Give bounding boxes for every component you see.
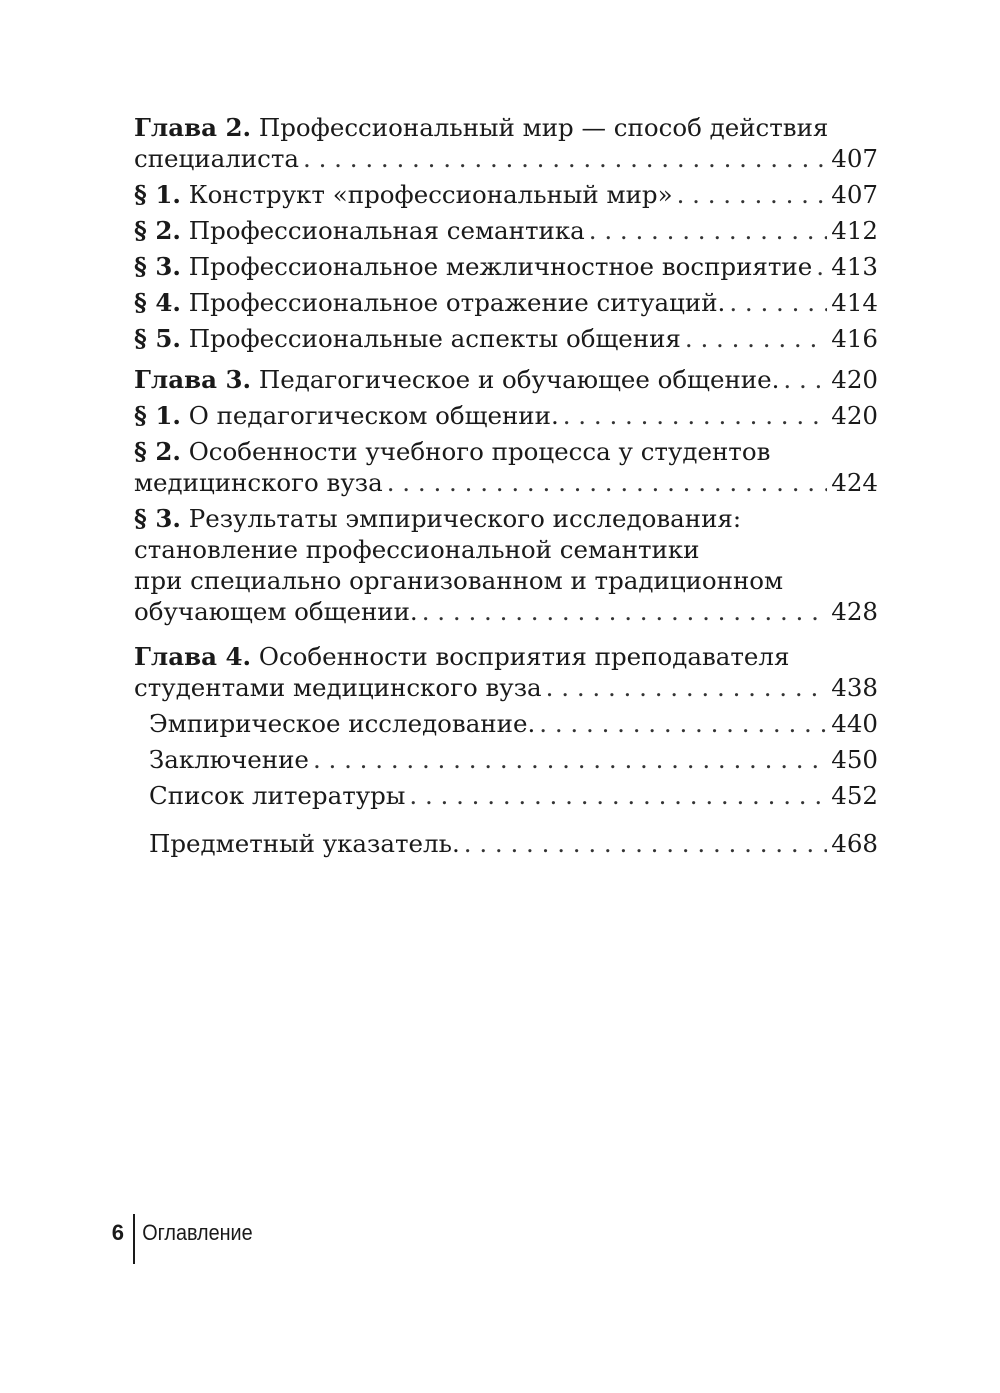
toc-entry-line: при специально организованном и традиционном xyxy=(134,566,784,595)
toc-entry-empirical-study[interactable] xyxy=(134,708,878,739)
toc-entry-prefix: § 2. xyxy=(134,437,181,466)
toc-entry-page: 420 xyxy=(831,365,878,394)
toc-entry-page: 413 xyxy=(831,252,878,281)
toc-entry-text: Конструкт «профессиональный мир» xyxy=(180,180,673,209)
toc-entry-line xyxy=(134,596,878,627)
toc-entry-title: Результаты эмпирического исследования: xyxy=(180,504,742,533)
toc-entry-text: Профессиональные аспекты общения xyxy=(180,324,681,353)
toc-entry-line xyxy=(134,251,878,282)
toc-entry-page: 438 xyxy=(831,673,878,702)
toc-entry-title xyxy=(134,400,559,431)
toc-entry-title xyxy=(134,287,725,318)
toc-entry-title xyxy=(134,251,812,282)
toc-entry-line xyxy=(134,364,878,395)
toc-entry-ch2-section-2[interactable] xyxy=(134,215,878,246)
toc-entry-line xyxy=(149,708,878,739)
toc-entry-title: специалиста xyxy=(134,144,300,173)
toc-entry-ch2-section-1[interactable] xyxy=(134,179,878,210)
toc-entry-ch2-section-5[interactable] xyxy=(134,323,878,354)
toc-entry-line xyxy=(149,744,878,775)
toc-entry-prefix: § 4. xyxy=(134,288,181,317)
toc-entry-line xyxy=(134,641,878,672)
dot-leader xyxy=(313,744,827,775)
table-of-contents xyxy=(134,112,878,859)
toc-entry-title: медицинского вуза xyxy=(134,468,383,497)
dot-leader xyxy=(387,467,828,498)
toc-entry-references[interactable] xyxy=(134,780,878,811)
toc-entry-ch3-section-2[interactable] xyxy=(134,436,878,498)
toc-entry-prefix: § 1. xyxy=(134,180,181,209)
toc-entry-prefix: § 1. xyxy=(134,401,181,430)
toc-entry-line xyxy=(134,287,878,318)
toc-entry-title: Предметный указатель. xyxy=(149,829,460,858)
toc-entry-line xyxy=(134,179,878,210)
toc-entry-prefix: § 3. xyxy=(134,252,181,281)
toc-entry-conclusion[interactable] xyxy=(134,744,878,775)
toc-entry-ch2-section-3[interactable] xyxy=(134,251,878,282)
dot-leader xyxy=(539,708,827,739)
toc-entry-line xyxy=(134,215,878,246)
toc-entry-text: Профессиональное отражение ситуаций. xyxy=(180,288,726,317)
toc-entry-text: Профессиональное межличностное восприятие xyxy=(180,252,813,281)
toc-entry-prefix: Глава 2. xyxy=(134,113,252,142)
toc-entry-title: Особенности восприятия преподавателя xyxy=(251,642,790,671)
toc-entry-page: 414 xyxy=(831,288,878,317)
toc-entry-page: 407 xyxy=(831,144,878,173)
toc-entry-page: 412 xyxy=(831,216,878,245)
dot-leader xyxy=(563,400,828,431)
toc-entry-page: 407 xyxy=(831,180,878,209)
toc-entry-text: О педагогическом общении. xyxy=(180,401,559,430)
toc-entry-page: 420 xyxy=(831,401,878,430)
toc-entry-title: Профессиональный мир — способ действия xyxy=(251,113,829,142)
toc-entry-line xyxy=(134,467,878,498)
dot-leader xyxy=(677,179,828,210)
toc-entry-page: 468 xyxy=(831,829,878,858)
toc-entry-ch2-section-4[interactable] xyxy=(134,287,878,318)
dot-leader xyxy=(589,215,827,246)
toc-entry-prefix: § 2. xyxy=(134,216,181,245)
dot-leader xyxy=(422,596,828,627)
toc-entry-title: Список литературы xyxy=(149,781,406,810)
toc-entry-line xyxy=(134,143,878,174)
running-title: Оглавление xyxy=(142,1220,253,1245)
toc-entry-line xyxy=(149,780,878,811)
toc-entry-subject-index[interactable] xyxy=(134,828,878,859)
dot-leader xyxy=(729,287,827,318)
toc-entry-title: Особенности учебного процесса у студентов xyxy=(180,437,771,466)
toc-entry-page: 428 xyxy=(831,597,878,626)
dot-leader xyxy=(685,323,827,354)
toc-entry-page: 452 xyxy=(831,781,878,810)
toc-entry-title: обучающем общении. xyxy=(134,597,418,626)
toc-entry-line xyxy=(134,503,878,534)
toc-entry-line xyxy=(134,112,878,143)
toc-entry-prefix: § 5. xyxy=(134,324,181,353)
toc-entry-ch3-section-1[interactable] xyxy=(134,400,878,431)
toc-entry-line xyxy=(134,672,878,703)
toc-entry-prefix: § 3. xyxy=(134,504,181,533)
dot-leader xyxy=(546,672,828,703)
toc-entry-prefix: Глава 4. xyxy=(134,642,252,671)
toc-entry-prefix: Глава 3. xyxy=(134,365,252,394)
dot-leader xyxy=(783,364,827,395)
toc-entry-line xyxy=(134,436,878,467)
toc-entry-title xyxy=(134,215,585,246)
toc-entry-chapter-3[interactable] xyxy=(134,364,878,395)
toc-entry-title xyxy=(134,364,779,395)
dot-leader xyxy=(409,780,827,811)
toc-entry-title: студентами медицинского вуза xyxy=(134,673,542,702)
toc-entry-page: 416 xyxy=(831,324,878,353)
toc-entry-page: 424 xyxy=(831,468,878,497)
toc-entry-text: Профессиональная семантика xyxy=(180,216,585,245)
page-number: 6 xyxy=(111,1220,124,1245)
dot-leader xyxy=(303,143,827,174)
toc-entry-page: 440 xyxy=(831,709,878,738)
toc-entry-title xyxy=(134,179,673,210)
toc-entry-chapter-2[interactable] xyxy=(134,112,878,174)
toc-entry-title: Заключение xyxy=(149,745,309,774)
toc-entry-line xyxy=(134,323,878,354)
dot-leader xyxy=(464,828,827,859)
dot-leader xyxy=(816,251,827,282)
page-footer xyxy=(96,1214,266,1264)
toc-entry-line: становление профессиональной семантики xyxy=(134,535,700,564)
toc-entry-page: 450 xyxy=(831,745,878,774)
toc-entry-title xyxy=(134,323,681,354)
toc-entry-text: Педагогическое и обучающее общение. xyxy=(251,365,780,394)
toc-entry-line xyxy=(134,400,878,431)
toc-entry-line xyxy=(149,828,878,859)
toc-entry-title: Эмпирическое исследование. xyxy=(149,709,536,738)
toc-entry-ch3-section-3[interactable] xyxy=(134,503,878,627)
toc-entry-chapter-4[interactable] xyxy=(134,641,878,703)
